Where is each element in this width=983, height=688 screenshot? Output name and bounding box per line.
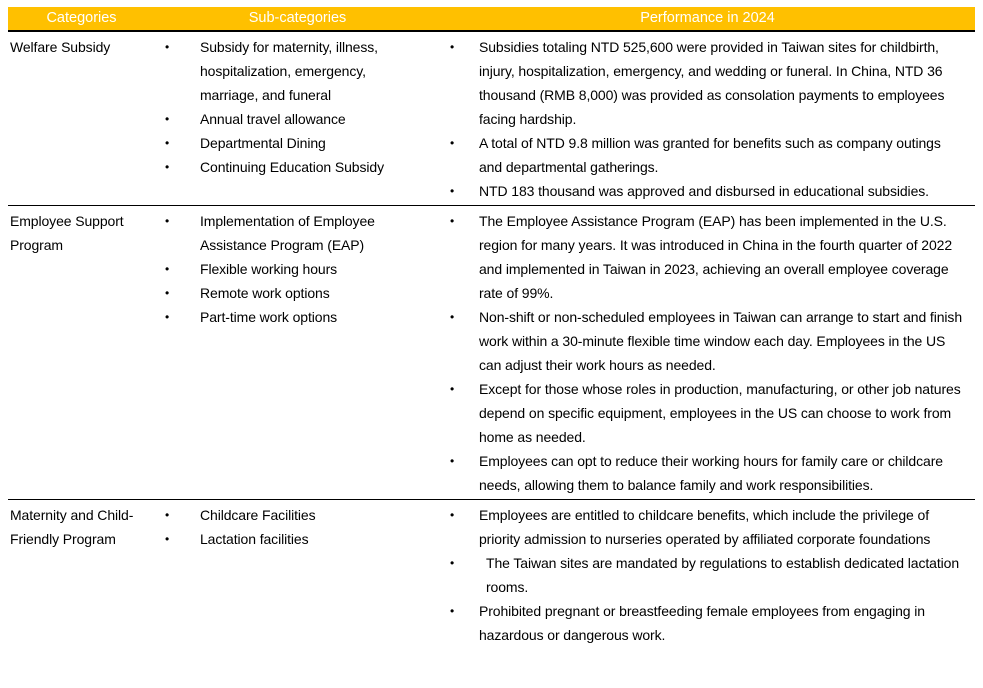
performance-list	[440, 35, 975, 203]
bullet-icon: •	[450, 214, 455, 228]
performance-text: Employees are entitled to childcare benefits, which include the privilege of priority admission to nurseries operated by affiliated corporate foundations	[479, 507, 931, 547]
subcategory-text: Flexible working hours	[200, 261, 338, 277]
subcategory-text: Annual travel allowance	[200, 111, 346, 127]
subcategory-list	[155, 35, 440, 179]
performance-text: The Taiwan sites are mandated by regulations to establish dedicated lactation rooms.	[486, 555, 960, 595]
bullet-icon: •	[450, 508, 455, 522]
subcategory-list	[155, 503, 440, 551]
performance-list	[440, 209, 975, 497]
list-item	[155, 35, 440, 107]
performance-text: Subsidies totaling NTD 525,600 were provided in Taiwan sites for childbirth, injury, hospitalization, emergency, and wedding or funeral. In China, NTD 36 thousand (RMB 8,000) was provided as consolation payments to employees facing hardship.	[479, 39, 945, 127]
list-item	[155, 281, 440, 305]
bullet-icon: •	[165, 310, 170, 324]
list-item	[155, 131, 440, 155]
subcategories-cell	[155, 209, 440, 497]
performance-list	[440, 503, 975, 647]
list-item	[155, 107, 440, 131]
bullet-icon: •	[450, 40, 455, 54]
table-row	[8, 206, 975, 500]
performance-text: NTD 183 thousand was approved and disbursed in educational subsidies.	[479, 183, 929, 199]
bullet-icon: •	[165, 508, 170, 522]
performance-cell	[440, 35, 975, 203]
list-item	[155, 209, 440, 257]
list-item	[155, 257, 440, 281]
bullet-icon: •	[450, 604, 455, 618]
bullet-icon: •	[165, 532, 170, 546]
performance-text: Prohibited pregnant or breastfeeding female employees from engaging in hazardous or dangerous work.	[479, 603, 925, 643]
performance-text: Employees can opt to reduce their working hours for family care or childcare needs, allowing them to balance family and work responsibilities.	[479, 453, 943, 493]
bullet-icon: •	[165, 286, 170, 300]
table-row	[8, 32, 975, 206]
bullet-icon: •	[450, 454, 455, 468]
bullet-icon: •	[165, 214, 170, 228]
subcategory-text: Part-time work options	[200, 309, 338, 325]
category-cell: Maternity and Child-Friendly Program	[10, 507, 134, 547]
performance-text: The Employee Assistance Program (EAP) has been implemented in the U.S. region for many years. It was introduced in China in the fourth quarter of 2022 and implemented in Taiwan in 2023, achieving an overall employee coverage rate of 99%.	[479, 213, 953, 301]
performance-cell	[440, 209, 975, 497]
subcategory-text: Remote work options	[200, 285, 330, 301]
bullet-icon: •	[165, 262, 170, 276]
list-item	[440, 179, 975, 203]
bullet-icon: •	[450, 136, 455, 150]
subcategories-cell	[155, 503, 440, 647]
performance-cell	[440, 503, 975, 647]
subcategory-text: Subsidy for maternity, illness, hospitalization, emergency, marriage, and funeral	[200, 39, 378, 103]
performance-text: Except for those whose roles in production, manufacturing, or other job natures depend on specific equipment, employees in the US can choose to work from home as needed.	[479, 381, 961, 445]
list-item	[155, 503, 440, 527]
bullet-icon: •	[165, 40, 170, 54]
list-item	[440, 599, 975, 647]
subcategory-text: Implementation of Employee Assistance Program (EAP)	[200, 213, 375, 253]
list-item	[155, 305, 440, 329]
bullet-icon: •	[165, 136, 170, 150]
benefits-table	[8, 7, 975, 649]
bullet-icon: •	[450, 556, 455, 570]
list-item	[440, 305, 975, 377]
subcategory-text: Lactation facilities	[200, 531, 309, 547]
performance-text: Non-shift or non-scheduled employees in Taiwan can arrange to start and finish work within a 30-minute flexible time window each day. Employees in the US can adjust their work hours as needed.	[479, 309, 963, 373]
category-cell: Employee Support Program	[10, 213, 124, 253]
list-item	[440, 377, 975, 449]
bullet-icon: •	[165, 112, 170, 126]
list-item	[440, 551, 975, 599]
list-item	[155, 155, 440, 179]
category-cell: Welfare Subsidy	[10, 39, 111, 55]
subcategory-list	[155, 209, 440, 329]
bullet-icon: •	[450, 382, 455, 396]
column-header-subcategories: Sub-categories	[155, 7, 440, 30]
bullet-icon: •	[165, 160, 170, 174]
list-item	[440, 503, 975, 551]
table-row	[8, 500, 975, 649]
list-item	[155, 527, 440, 551]
subcategory-text: Continuing Education Subsidy	[200, 159, 384, 175]
list-item	[440, 131, 975, 179]
column-header-performance: Performance in 2024	[440, 7, 975, 30]
list-item	[440, 449, 975, 497]
list-item	[440, 35, 975, 131]
performance-text: A total of NTD 9.8 million was granted for benefits such as company outings and departmental gatherings.	[479, 135, 941, 175]
bullet-icon: •	[450, 310, 455, 324]
subcategories-cell	[155, 35, 440, 203]
subcategory-text: Departmental Dining	[200, 135, 326, 151]
list-item	[440, 209, 975, 305]
column-header-categories: Categories	[8, 7, 155, 30]
table-header-row	[8, 7, 975, 32]
subcategory-text: Childcare Facilities	[200, 507, 316, 523]
bullet-icon: •	[450, 184, 455, 198]
